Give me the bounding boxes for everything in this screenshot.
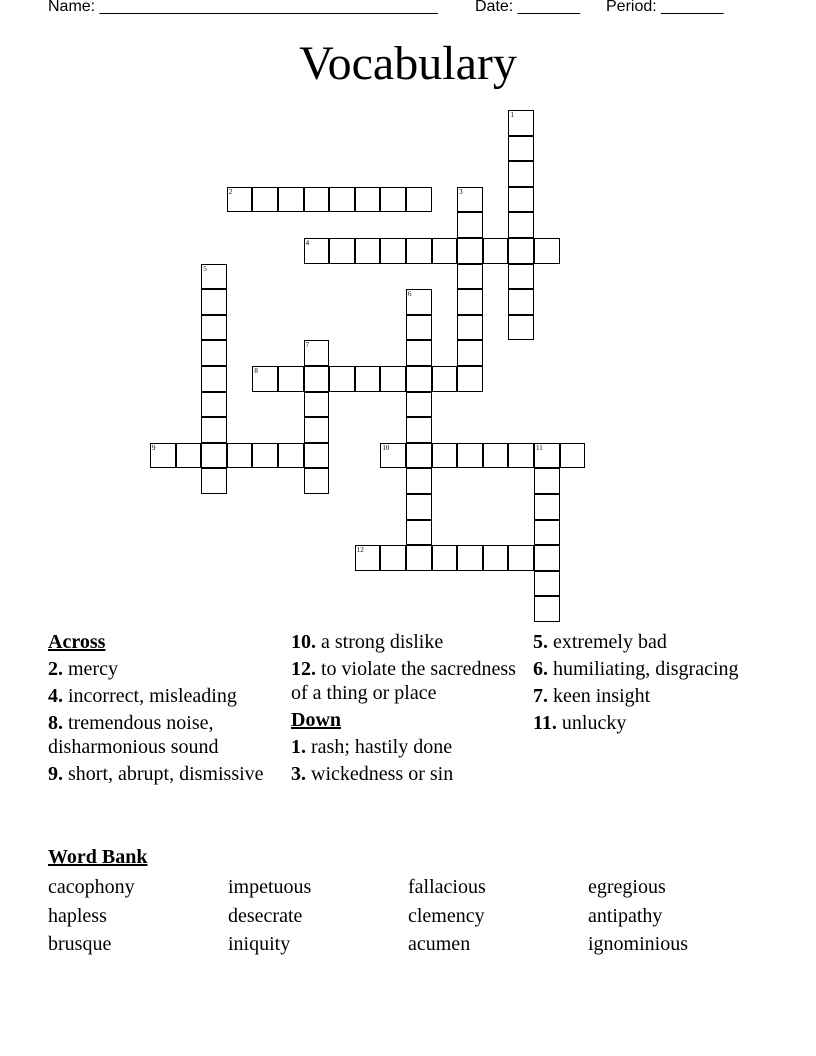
clue-column-3 [533, 630, 763, 738]
crossword-cell[interactable] [201, 468, 227, 494]
crossword-cell[interactable] [201, 417, 227, 443]
clue-text: a strong dislike [316, 631, 444, 653]
crossword-cell[interactable] [457, 315, 483, 341]
clue-number-label: 12 [356, 546, 364, 555]
crossword-cell[interactable] [304, 468, 330, 494]
crossword-cell[interactable] [201, 315, 227, 341]
crossword-cell[interactable] [278, 187, 304, 213]
crossword-cell[interactable] [534, 596, 560, 622]
crossword-cell[interactable] [380, 187, 406, 213]
clue-number-label: 10 [382, 443, 390, 452]
crossword-cell[interactable] [201, 289, 227, 315]
crossword-cell[interactable] [329, 187, 355, 213]
clue-number: 6. [533, 658, 548, 680]
crossword-cell[interactable] [355, 366, 381, 392]
clue-number-label: 9 [152, 443, 156, 452]
crossword-cell[interactable] [406, 494, 432, 520]
crossword-cell[interactable] [508, 264, 534, 290]
clue-down-7 [533, 684, 763, 708]
crossword-cell[interactable] [380, 366, 406, 392]
crossword-cell[interactable] [406, 315, 432, 341]
crossword-cell[interactable] [508, 315, 534, 341]
crossword-cell[interactable] [534, 545, 560, 571]
crossword-cell[interactable] [432, 238, 458, 264]
crossword-cell[interactable] [201, 443, 227, 469]
crossword-cell[interactable] [406, 366, 432, 392]
crossword-cell[interactable] [329, 238, 355, 264]
clue-number: 7. [533, 685, 548, 707]
crossword-cell[interactable] [201, 340, 227, 366]
word-bank-word: egregious [588, 876, 666, 898]
crossword-cell[interactable] [534, 443, 560, 469]
word-bank-word: impetuous [228, 876, 312, 898]
crossword-cell[interactable] [406, 238, 432, 264]
down-heading: Down [291, 709, 342, 731]
clue-text: extremely bad [548, 631, 667, 653]
crossword-cell[interactable] [304, 443, 330, 469]
crossword-cell[interactable] [329, 366, 355, 392]
clue-number: 8. [48, 712, 63, 734]
clue-number-label: 6 [408, 290, 412, 299]
clue-number: 1. [291, 736, 306, 758]
clue-number-label: 5 [203, 264, 207, 273]
crossword-cell[interactable] [380, 443, 406, 469]
crossword-cell[interactable] [304, 340, 330, 366]
crossword-cell[interactable] [457, 212, 483, 238]
crossword-cell[interactable] [432, 545, 458, 571]
crossword-cell[interactable] [457, 366, 483, 392]
crossword-cell[interactable] [406, 289, 432, 315]
crossword-cell[interactable] [380, 545, 406, 571]
clue-text: humiliating, disgracing [548, 658, 739, 680]
clue-number: 2. [48, 658, 63, 680]
crossword-cell[interactable] [150, 443, 176, 469]
clue-number-label: 11 [536, 443, 543, 452]
clue-number: 9. [48, 763, 63, 785]
crossword-cell[interactable] [406, 392, 432, 418]
clue-text: rash; hastily done [306, 736, 453, 758]
clue-text: tremendous noise, disharmonious sound [48, 712, 219, 758]
clue-down-11 [533, 711, 763, 735]
clue-number-label: 4 [305, 239, 310, 247]
crossword-cell[interactable] [380, 238, 406, 264]
word-bank-word: desecrate [228, 905, 303, 927]
word-bank-heading: Word Bank [48, 846, 148, 868]
crossword-cell[interactable] [508, 187, 534, 213]
crossword-cell[interactable] [508, 238, 534, 264]
crossword-cell[interactable] [252, 366, 278, 392]
crossword-cell[interactable] [201, 264, 227, 290]
word-bank-word: hapless [48, 905, 107, 927]
crossword-cell[interactable] [508, 161, 534, 187]
crossword-cell[interactable] [406, 443, 432, 469]
crossword-cell[interactable] [252, 187, 278, 213]
crossword-cell[interactable] [432, 443, 458, 469]
crossword-cell[interactable] [201, 366, 227, 392]
clue-number-label: 3 [459, 187, 463, 196]
clue-text: keen insight [548, 685, 651, 707]
crossword-cell[interactable] [457, 340, 483, 366]
clue-number: 10. [291, 631, 316, 653]
crossword-cell[interactable] [227, 443, 253, 469]
crossword-cell[interactable] [304, 366, 330, 392]
crossword-cell[interactable] [483, 443, 509, 469]
clue-text: wickedness or sin [306, 763, 454, 785]
clue-number-label: 1 [510, 111, 514, 119]
crossword-cell[interactable] [457, 187, 483, 213]
clue-number-label: 8 [254, 367, 258, 375]
crossword-cell[interactable] [355, 545, 381, 571]
crossword-cell[interactable] [406, 340, 432, 366]
clue-column-2 [291, 630, 527, 789]
clue-text: short, abrupt, dismissive [63, 763, 264, 785]
crossword-cell[interactable] [534, 468, 560, 494]
crossword-cell[interactable] [508, 443, 534, 469]
header [48, 0, 748, 20]
clue-number: 11. [533, 712, 557, 734]
crossword-cell[interactable] [534, 520, 560, 546]
crossword-cell[interactable] [304, 238, 330, 264]
clue-column-1 [48, 630, 278, 789]
clue-across-10 [291, 630, 527, 654]
clue-across-4 [48, 684, 278, 708]
clue-down-6 [533, 657, 763, 681]
crossword-cell[interactable] [406, 545, 432, 571]
crossword-cell[interactable] [406, 417, 432, 443]
clue-down-1 [291, 735, 527, 759]
crossword-cell[interactable] [560, 443, 586, 469]
crossword-cell[interactable] [508, 289, 534, 315]
word-bank-word: antipathy [588, 905, 663, 927]
crossword-cell[interactable] [457, 443, 483, 469]
crossword-cell[interactable] [227, 187, 253, 213]
crossword-cell[interactable] [457, 238, 483, 264]
across-heading: Across [48, 631, 106, 653]
word-bank-word: fallacious [408, 876, 486, 898]
crossword-cell[interactable] [355, 187, 381, 213]
crossword-cell[interactable] [508, 110, 534, 136]
crossword-cell[interactable] [534, 238, 560, 264]
crossword-cell[interactable] [534, 571, 560, 597]
crossword-cell[interactable] [252, 443, 278, 469]
crossword-cell[interactable] [304, 187, 330, 213]
crossword-cell[interactable] [508, 212, 534, 238]
clue-text: to violate the sacredness of a thing or place [291, 658, 516, 704]
clue-down-3 [291, 762, 527, 786]
clue-number: 4. [48, 685, 63, 707]
name-field[interactable]: Name: ______________________________________ [48, 0, 438, 15]
clue-text: unlucky [556, 712, 627, 734]
clue-number: 3. [291, 763, 306, 785]
clue-across-9 [48, 762, 278, 786]
clue-across-12 [291, 657, 527, 705]
crossword-cell[interactable] [457, 264, 483, 290]
clue-across-2 [48, 657, 278, 681]
crossword-cell[interactable] [201, 392, 227, 418]
crossword-cell[interactable] [457, 545, 483, 571]
crossword-cell[interactable] [432, 366, 458, 392]
crossword-cell[interactable] [508, 136, 534, 162]
date-field[interactable]: Date: _______ [475, 0, 580, 15]
crossword-grid [150, 110, 630, 630]
crossword-cell[interactable] [534, 494, 560, 520]
clue-across-8 [48, 711, 278, 759]
word-bank-word: brusque [48, 933, 112, 955]
word-bank-word: clemency [408, 905, 485, 927]
word-bank-word: ignominious [588, 933, 689, 955]
word-bank-word: acumen [408, 933, 471, 955]
clue-number-label: 2 [228, 187, 233, 196]
page-title: Vocabulary [299, 37, 517, 90]
crossword-cell[interactable] [304, 417, 330, 443]
crossword-cell[interactable] [406, 468, 432, 494]
clue-text: incorrect, misleading [63, 685, 237, 707]
clue-number-label: 7 [305, 341, 310, 350]
crossword-cell[interactable] [508, 545, 534, 571]
clue-number: 5. [533, 631, 548, 653]
crossword-cell[interactable] [406, 187, 432, 213]
crossword-cell[interactable] [457, 289, 483, 315]
crossword-cell[interactable] [483, 238, 509, 264]
crossword-cell[interactable] [483, 545, 509, 571]
crossword-cell[interactable] [355, 238, 381, 264]
clue-down-5 [533, 630, 763, 654]
crossword-cell[interactable] [176, 443, 202, 469]
clue-text: mercy [63, 658, 118, 680]
word-bank-word: cacophony [48, 876, 135, 898]
word-bank-word: iniquity [228, 933, 291, 955]
crossword-cell[interactable] [278, 443, 304, 469]
crossword-cell[interactable] [406, 520, 432, 546]
crossword-cell[interactable] [278, 366, 304, 392]
crossword-cell[interactable] [304, 392, 330, 418]
period-field[interactable]: Period: _______ [606, 0, 724, 15]
clue-number: 12. [291, 658, 316, 680]
